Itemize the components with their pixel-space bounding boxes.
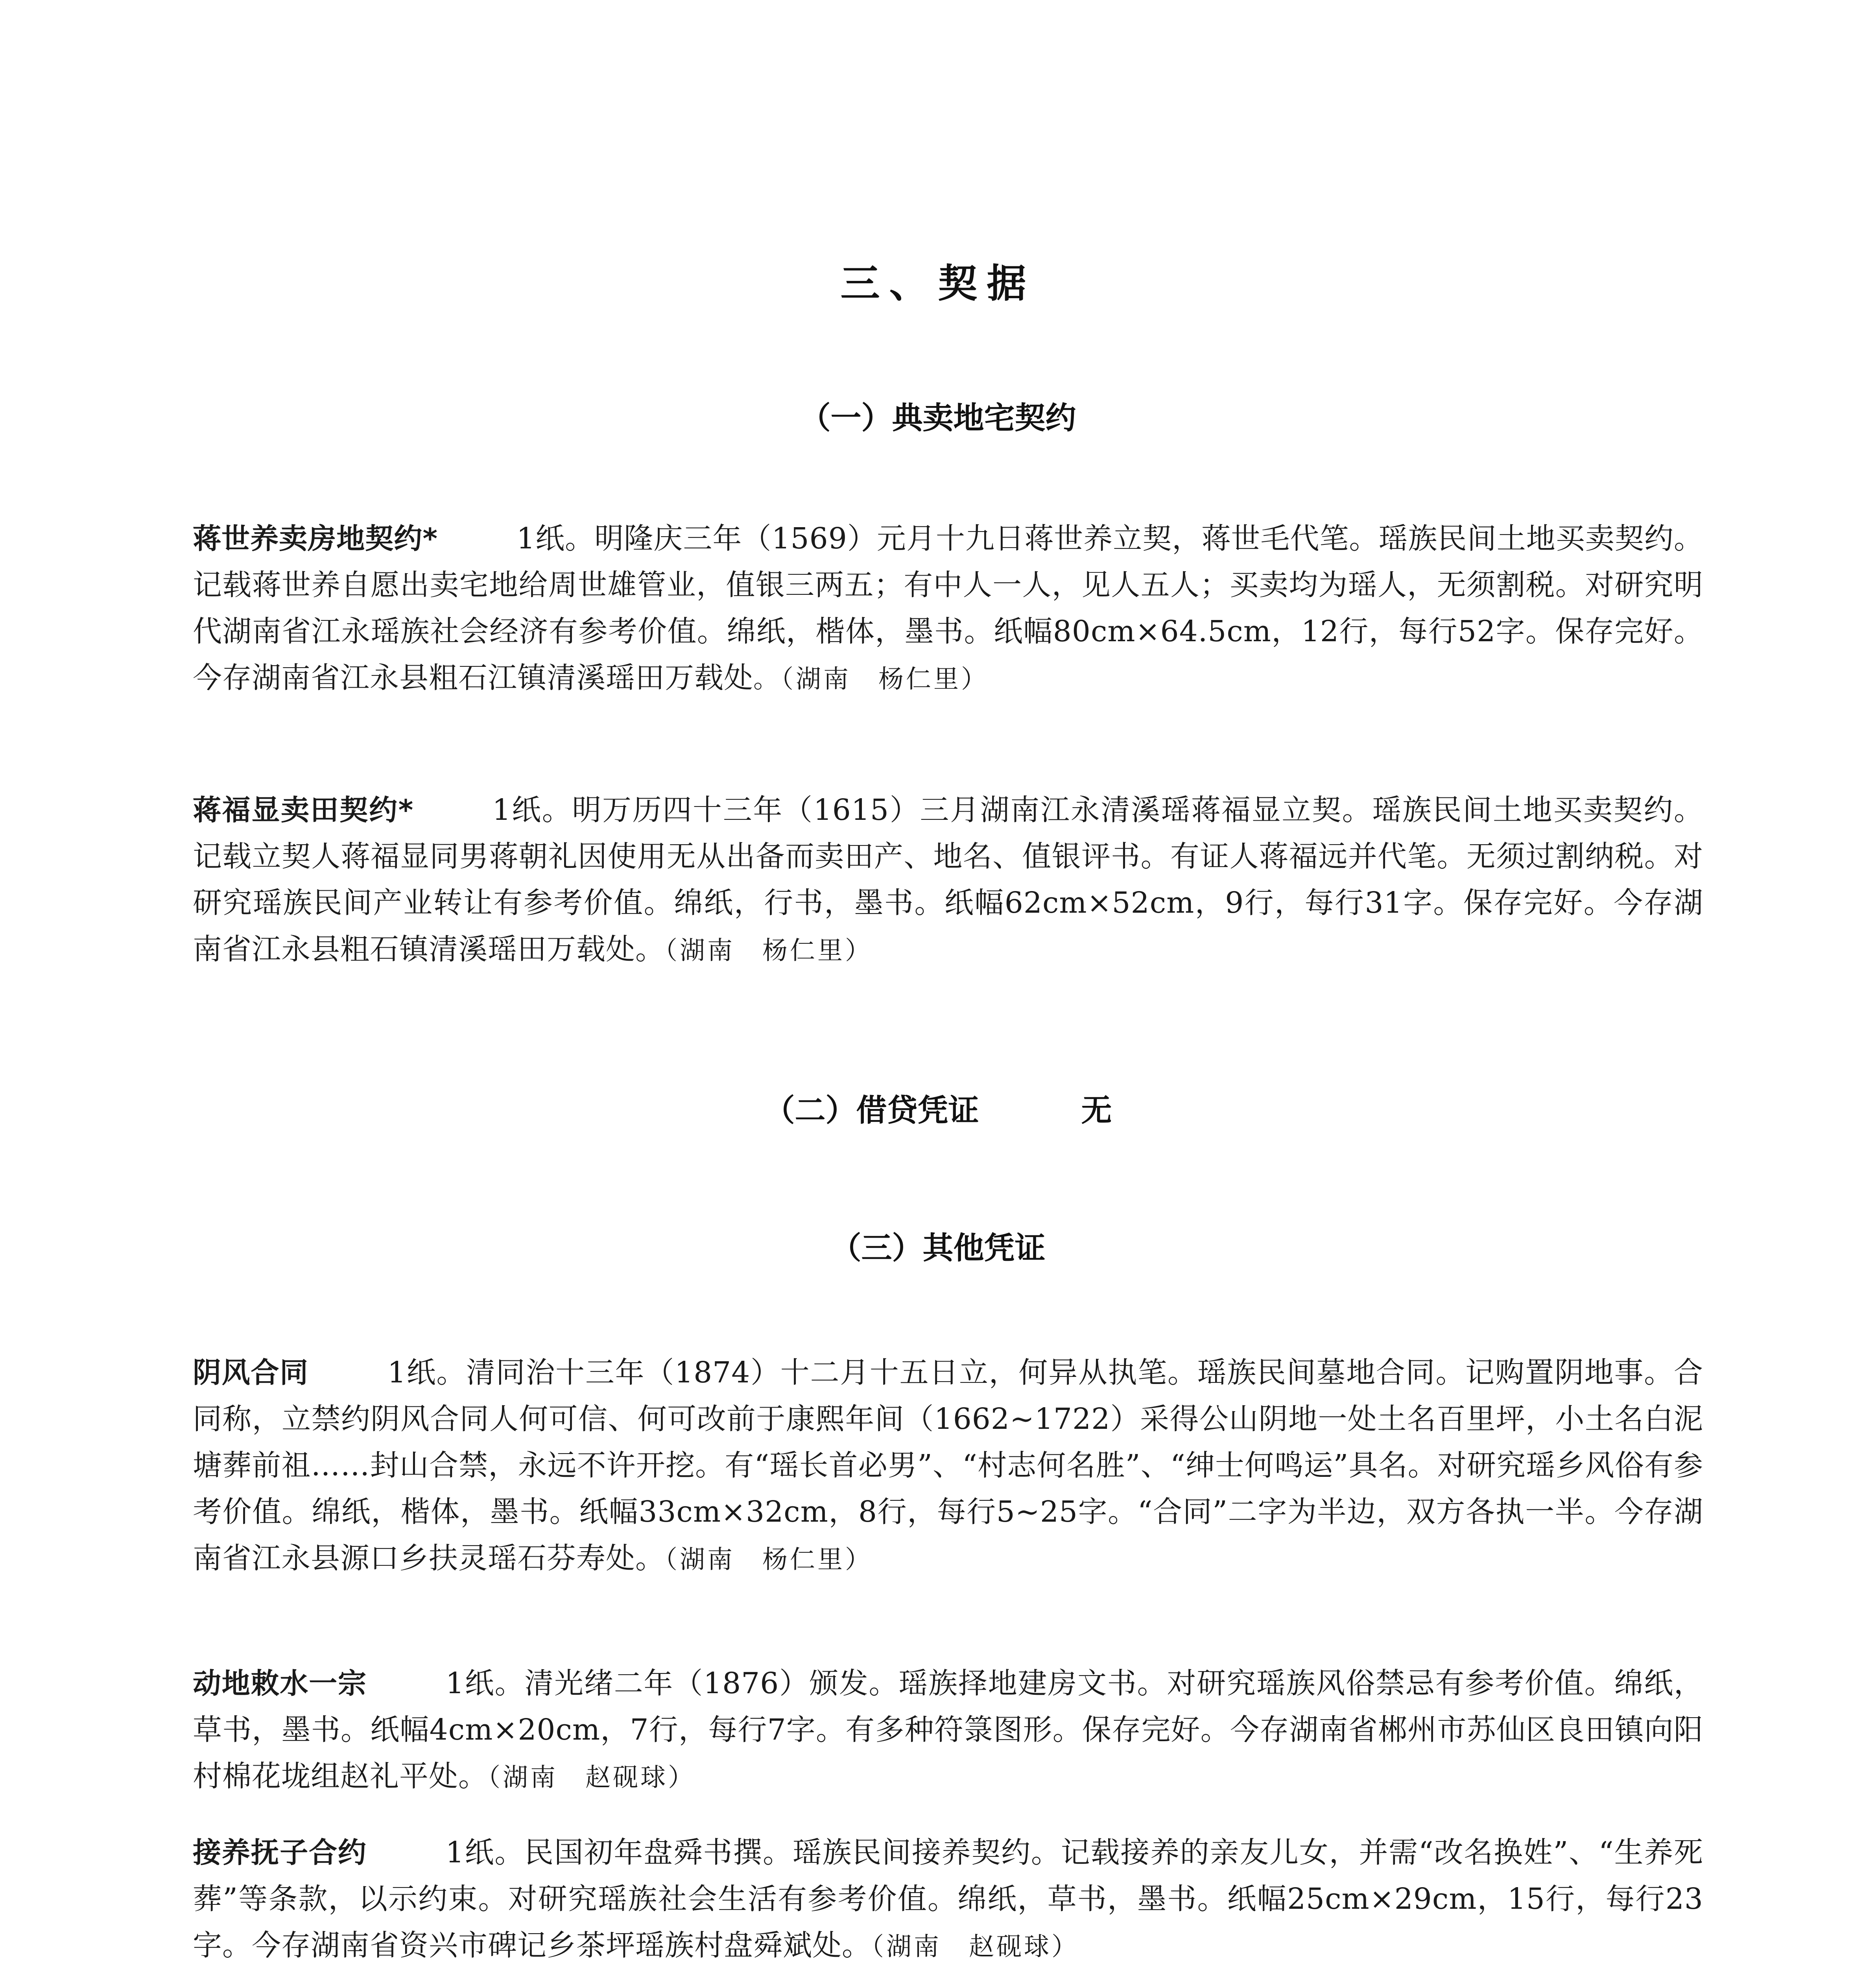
subsection-none-label: 无 xyxy=(1081,1093,1112,1128)
entry-text: 1纸。民国初年盘舜书撰。瑶族民间接养契约。记载接养的亲友儿女，并需“改名换姓”、“生养死葬”等条款，以示约束。对研究瑶族社会生活有参考价值。绵纸，草书，墨书。纸幅25cm×29cm，15行，每行23字。今存湖南省资兴市碑记乡茶坪瑶族村盘舜斌处。 xyxy=(193,1836,1703,1962)
subsection-title: （二）借贷凭证 xyxy=(764,1093,979,1128)
entry-text: 1纸。清同治十三年（1874）十二月十五日立，何异从执笔。瑶族民间墓地合同。记购置阴地事。合同称，立禁约阴风合同人何可信、何可改前于康熙年间（1662~1722）采得公山阴地一处土名百里坪，小土名白泥塘葬前祖……封山合禁，永远不许开挖。有“瑶长首必男”、“村志何名胜”、“绅士何鸣运”具名。对研究瑶乡风俗有参考价值。绵纸，楷体，墨书。纸幅33cm×32cm，8行，每行5~25字。“合同”二字为半边，双方各执一半。今存湖南省江永县源口乡扶灵瑶石芬寿处。 xyxy=(193,1356,1703,1575)
entry-yinfeng-contract xyxy=(193,1349,1703,1583)
entry-text: 1纸。明隆庆三年（1569）元月十九日蒋世养立契，蒋世毛代笔。瑶族民间土地买卖契约。记载蒋世养自愿出卖宅地给周世雄管业，值银三两五；有中人一人，见人五人；买卖均为瑶人，无须割税。对研究明代湖南省江永瑶族社会经济有参考价值。绵纸，楷体，墨书。纸幅80cm×64.5cm，12行，每行52字。保存完好。今存湖南省江永县粗石江镇清溪瑶田万载处 xyxy=(193,522,1704,695)
entry-credit: （湖南 杨仁里） xyxy=(665,936,873,965)
entry-credit: （湖南 杨仁里） xyxy=(665,1545,873,1574)
subsection-heading-loans xyxy=(0,1086,1876,1130)
entry-dongdi-chishui xyxy=(193,1660,1703,1801)
entry-text: 1纸。清光绪二年（1876）颁发。瑶族择地建房文书。对研究瑶族风俗禁忌有参考价值。绵纸，草书，墨书。纸幅4cm×20cm，7行，每行7字。有多种符箓图形。保存完好。今存湖南省郴州市苏仙区良田镇向阳村棉花垅组赵礼平处。 xyxy=(193,1666,1703,1793)
entry-title: 动地敕水一宗 xyxy=(193,1667,367,1700)
entry-title: 蒋世养卖房地契约* xyxy=(193,522,438,555)
entry-jiang-fuxian xyxy=(193,787,1703,974)
entry-title: 阴风合同 xyxy=(193,1356,309,1389)
entry-jiang-shiyang xyxy=(193,515,1703,703)
subsection-heading-other: （三）其他凭证 xyxy=(830,1231,1046,1266)
entry-title: 接养抚子合约 xyxy=(193,1836,367,1869)
entry-credit: （湖南 赵砚球） xyxy=(871,1932,1079,1961)
entry-title: 蒋福显卖田契约* xyxy=(193,793,414,827)
entry-credit: （湖南 赵砚球） xyxy=(488,1763,695,1792)
subsection-heading-land-contracts: （一）典卖地宅契约 xyxy=(800,400,1076,436)
entry-text: 1纸。明万历四十三年（1615）三月湖南江永清溪瑶蒋福显立契。瑶族民间土地买卖契约。记载立契人蒋福显同男蒋朝礼因使用无从出备而卖田产、地名、值银评书。有证人蒋福远并代笔。无须过割纳税。对研究瑶族民间产业转让有参考价值。绵纸，行书，墨书。纸幅62cm×52cm，9行，每行31字。保存完好。今存湖南省江永县粗石镇清溪瑶田万载处。 xyxy=(193,793,1703,966)
section-heading-contracts: 三、契据 xyxy=(840,260,1036,306)
entry-adoption-contract xyxy=(193,1829,1703,1967)
entry-credit: 。（湖南 杨仁里） xyxy=(753,665,989,694)
